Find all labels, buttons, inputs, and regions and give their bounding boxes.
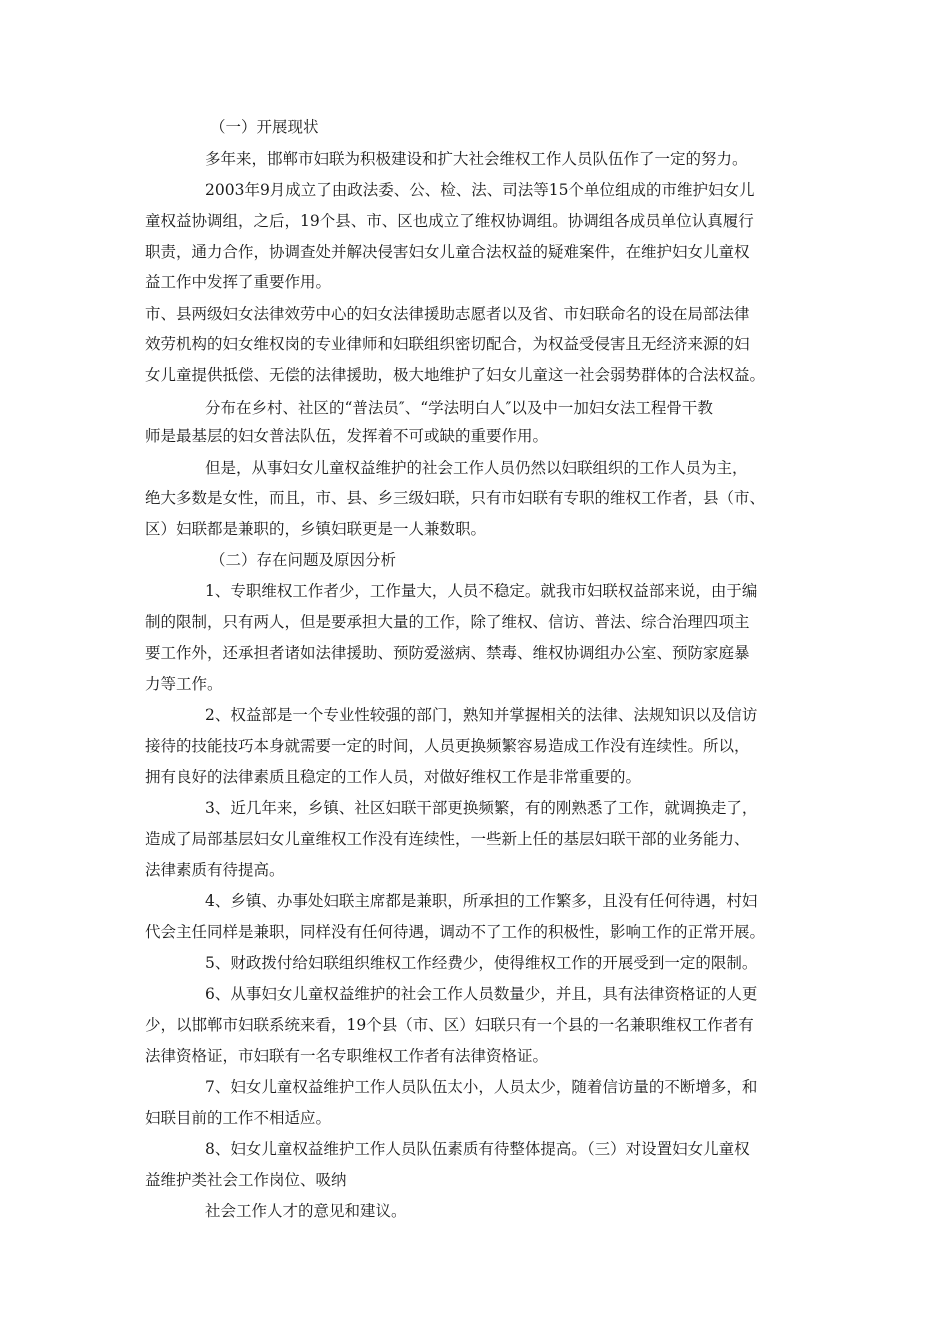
paragraph-line: 制的限制，只有两人，但是要承担大量的工作，除了维权、信访、普法、综合治理四项主 <box>145 613 750 631</box>
paragraph-line: 师是最基层的妇女普法队伍，发挥着不可或缺的重要作用。 <box>145 427 549 445</box>
paragraph-line: 2、权益部是一个专业性较强的部门，熟知并掌握相关的法律、法规知识以及信访 <box>205 706 758 724</box>
section-heading-2: （二）存在问题及原因分析 <box>210 551 397 569</box>
paragraph-line: 分布在乡村、社区的“普法员″、“学法明白人″以及中一加妇女法工程骨干教 <box>205 399 713 417</box>
paragraph-line: 市、县两级妇女法律效劳中心的妇女法律援助志愿者以及省、市妇联命名的设在局部法律 <box>145 305 750 323</box>
paragraph-line: 力等工作。 <box>145 675 223 693</box>
paragraph-line: 职责，通力合作，协调查处并解决侵害妇女儿童合法权益的疑难案件，在维护妇女儿童权 <box>145 243 750 261</box>
paragraph-line: 造成了局部基层妇女儿童维权工作没有连续性，一些新上任的基层妇联干部的业务能力、 <box>145 830 750 848</box>
paragraph-line: 要工作外，还承担者诸如法律援助、预防爱滋病、禁毒、维权协调组办公室、预防家庭暴 <box>145 644 750 662</box>
paragraph-line: 拥有良好的法律素质且稳定的工作人员，对做好维权工作是非常重要的。 <box>145 768 642 786</box>
paragraph-line: 多年来，邯郸市妇联为积极建设和扩大社会维权工作人员队伍作了一定的努力。 <box>205 150 748 168</box>
paragraph-line: 妇联目前的工作不相适应。 <box>145 1109 332 1127</box>
paragraph-line: 5、财政拨付给妇联组织维权工作经费少，使得维权工作的开展受到一定的限制。 <box>205 954 758 972</box>
paragraph-line: 4、乡镇、办事处妇联主席都是兼职，所承担的工作繁多，且没有任何待遇，村妇 <box>205 892 758 910</box>
paragraph-line: 女儿童提供抵偿、无偿的法律援助，极大地维护了妇女儿童这一社会弱势群体的合法权益。 <box>145 366 766 384</box>
paragraph-line: 6、从事妇女儿童权益维护的社会工作人员数量少，并且，具有法律资格证的人更 <box>205 985 758 1003</box>
paragraph-line: 绝大多数是女性，而且，市、县、乡三级妇联，只有市妇联有专职的维权工作者，县（市、 <box>145 489 766 507</box>
paragraph-line: 法律资格证，市妇联有一名专职维权工作者有法律资格证。 <box>145 1047 549 1065</box>
paragraph-line: 接待的技能技巧本身就需要一定的时间，人员更换频繁容易造成工作没有连续性。所以， <box>145 737 750 755</box>
paragraph-line: 童权益协调组，之后，19个县、市、区也成立了维权协调组。协调组各成员单位认真履行 <box>145 212 754 230</box>
paragraph-line: 但是，从事妇女儿童权益维护的社会工作人员仍然以妇联组织的工作人员为主， <box>205 459 748 477</box>
paragraph-line: 区）妇联都是兼职的，乡镇妇联更是一人兼数职。 <box>145 520 487 538</box>
paragraph-line: 代会主任同样是兼职，同样没有任何待遇，调动不了工作的积极性，影响工作的正常开展。 <box>145 923 766 941</box>
paragraph-line: 8、妇女儿童权益维护工作人员队伍素质有待整体提高。（三）对设置妇女儿童权 <box>205 1140 750 1158</box>
paragraph-line: 3、近几年来，乡镇、社区妇联干部更换频繁，有的刚熟悉了工作，就调换走了， <box>205 799 758 817</box>
paragraph-line: 少，以邯郸市妇联系统来看，19个县（市、区）妇联只有一个县的一名兼职维权工作者有 <box>145 1016 754 1034</box>
paragraph-line: 社会工作人才的意见和建议。 <box>205 1202 407 1220</box>
paragraph-line: 7、妇女儿童权益维护工作人员队伍太小，人员太少，随着信访量的不断增多，和 <box>205 1078 758 1096</box>
paragraph-line: 益工作中发挥了重要作用。 <box>145 273 332 291</box>
paragraph-line: 法律素质有待提高。 <box>145 861 285 879</box>
paragraph-line: 2003年9月成立了由政法委、公、检、法、司法等15个单位组成的市维护妇女儿 <box>205 181 755 199</box>
paragraph-line: 益维护类社会工作岗位、吸纳 <box>145 1171 347 1189</box>
paragraph-line: 1、专职维权工作者少，工作量大，人员不稳定。就我市妇联权益部来说，由于编 <box>205 582 758 600</box>
section-heading-1: （一）开展现状 <box>210 118 319 136</box>
paragraph-line: 效劳机构的妇女维权岗的专业律师和妇联组织密切配合，为权益受侵害且无经济来源的妇 <box>145 335 750 353</box>
